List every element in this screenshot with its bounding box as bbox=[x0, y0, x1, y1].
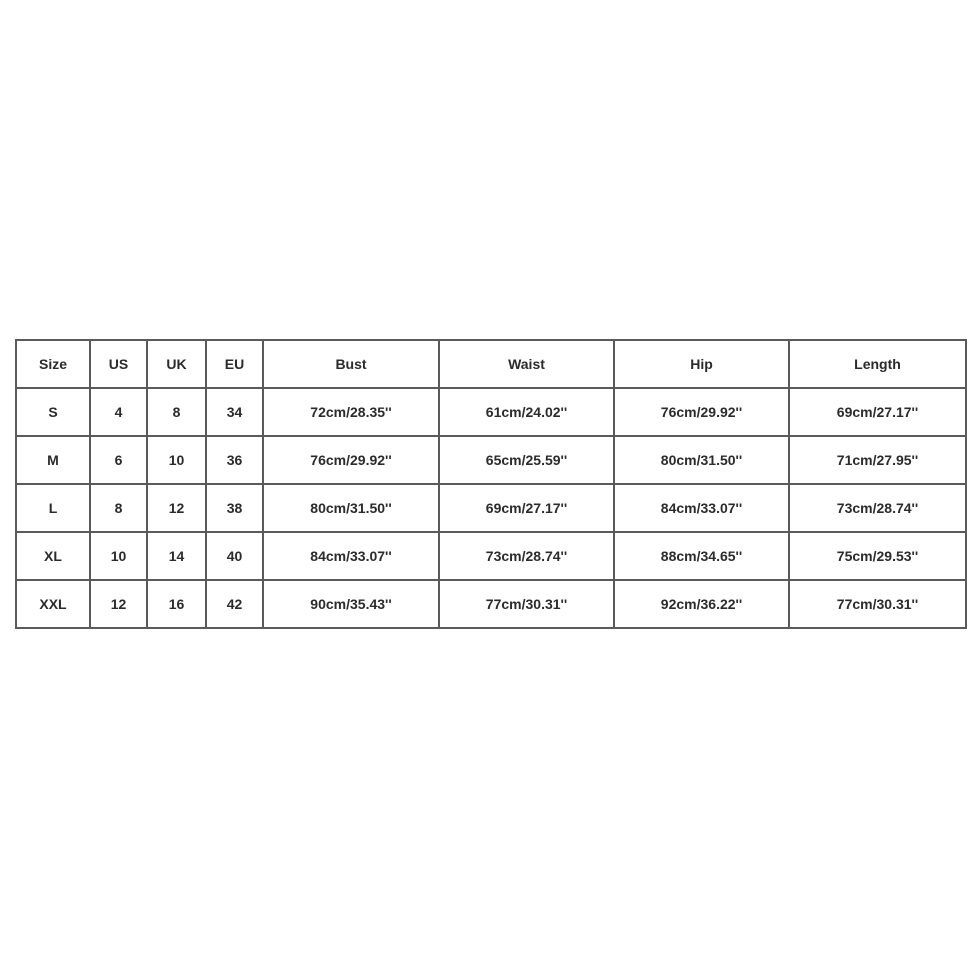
cell-waist: 77cm/30.31'' bbox=[439, 580, 614, 628]
cell-length: 77cm/30.31'' bbox=[789, 580, 966, 628]
cell-hip: 92cm/36.22'' bbox=[614, 580, 789, 628]
cell-waist: 73cm/28.74'' bbox=[439, 532, 614, 580]
cell-hip: 84cm/33.07'' bbox=[614, 484, 789, 532]
cell-us: 12 bbox=[90, 580, 147, 628]
table-row bbox=[16, 436, 966, 484]
table-row bbox=[16, 532, 966, 580]
header-waist: Waist bbox=[439, 340, 614, 388]
header-length: Length bbox=[789, 340, 966, 388]
header-hip: Hip bbox=[614, 340, 789, 388]
cell-us: 6 bbox=[90, 436, 147, 484]
cell-uk: 8 bbox=[147, 388, 206, 436]
cell-uk: 16 bbox=[147, 580, 206, 628]
cell-size: S bbox=[16, 388, 90, 436]
cell-size: XXL bbox=[16, 580, 90, 628]
cell-us: 8 bbox=[90, 484, 147, 532]
table-row bbox=[16, 580, 966, 628]
cell-bust: 72cm/28.35'' bbox=[263, 388, 439, 436]
cell-bust: 80cm/31.50'' bbox=[263, 484, 439, 532]
header-us: US bbox=[90, 340, 147, 388]
cell-hip: 80cm/31.50'' bbox=[614, 436, 789, 484]
cell-eu: 38 bbox=[206, 484, 263, 532]
table-row bbox=[16, 388, 966, 436]
size-chart-table bbox=[15, 339, 967, 629]
cell-waist: 61cm/24.02'' bbox=[439, 388, 614, 436]
cell-length: 75cm/29.53'' bbox=[789, 532, 966, 580]
header-bust: Bust bbox=[263, 340, 439, 388]
header-size: Size bbox=[16, 340, 90, 388]
cell-waist: 65cm/25.59'' bbox=[439, 436, 614, 484]
cell-size: M bbox=[16, 436, 90, 484]
cell-hip: 76cm/29.92'' bbox=[614, 388, 789, 436]
cell-eu: 34 bbox=[206, 388, 263, 436]
cell-bust: 90cm/35.43'' bbox=[263, 580, 439, 628]
header-row bbox=[16, 340, 966, 388]
cell-waist: 69cm/27.17'' bbox=[439, 484, 614, 532]
cell-length: 69cm/27.17'' bbox=[789, 388, 966, 436]
cell-eu: 40 bbox=[206, 532, 263, 580]
cell-eu: 42 bbox=[206, 580, 263, 628]
cell-uk: 14 bbox=[147, 532, 206, 580]
cell-bust: 84cm/33.07'' bbox=[263, 532, 439, 580]
cell-hip: 88cm/34.65'' bbox=[614, 532, 789, 580]
cell-uk: 10 bbox=[147, 436, 206, 484]
cell-eu: 36 bbox=[206, 436, 263, 484]
cell-bust: 76cm/29.92'' bbox=[263, 436, 439, 484]
cell-us: 10 bbox=[90, 532, 147, 580]
cell-size: L bbox=[16, 484, 90, 532]
cell-us: 4 bbox=[90, 388, 147, 436]
cell-size: XL bbox=[16, 532, 90, 580]
header-eu: EU bbox=[206, 340, 263, 388]
cell-length: 71cm/27.95'' bbox=[789, 436, 966, 484]
table-row bbox=[16, 484, 966, 532]
header-uk: UK bbox=[147, 340, 206, 388]
cell-length: 73cm/28.74'' bbox=[789, 484, 966, 532]
cell-uk: 12 bbox=[147, 484, 206, 532]
